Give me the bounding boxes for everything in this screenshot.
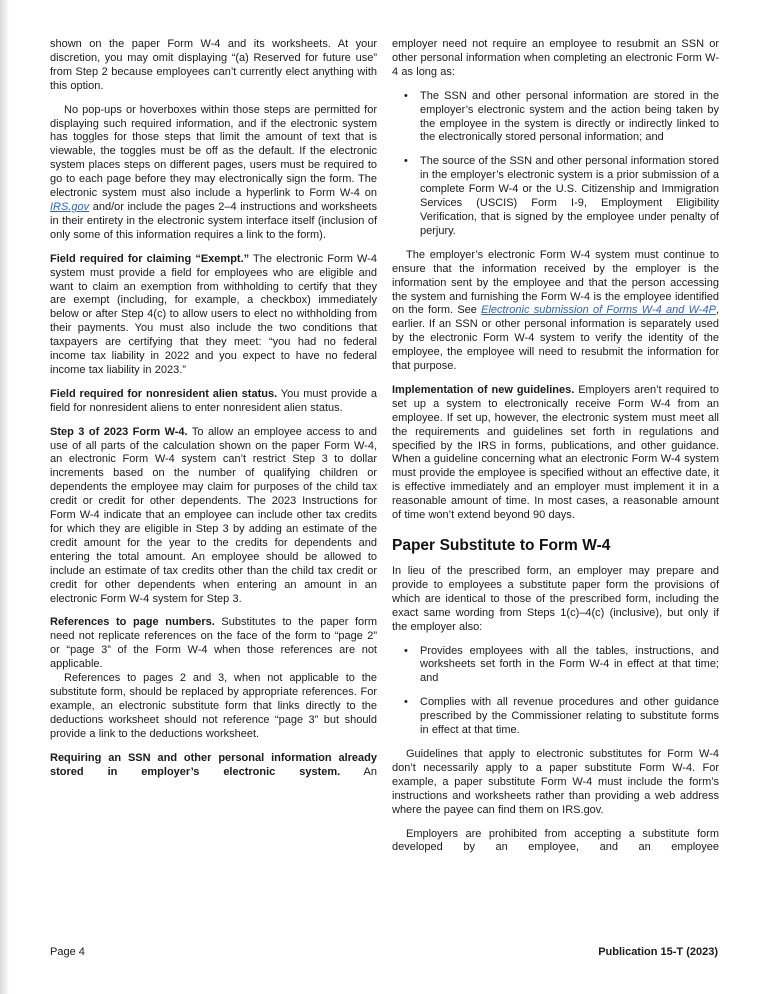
text-span: Guidelines that apply to electronic substitutes for Form W-4 don’t necessarily apply to a paper substitute Form W-4. For example, a paper substitute Form W-4 must include the form’s instructions and worksheets rather than providing a web address where the payee can find them on IRS.gov.	[392, 747, 719, 816]
bullet-complies-procedures	[392, 696, 719, 738]
text-span: shown on the paper Form W-4 and its worksheets. At your discretion, you may omit displaying “(a) Reserved for future use” from Step 2 because employees can’t currently elect anything with this option.	[50, 38, 377, 92]
electronic-submission-link[interactable]: Electronic submission of Forms W-4 and W-4P	[481, 304, 716, 317]
bullet-text	[420, 696, 719, 738]
paragraph-guidelines-electronic-substitutes	[392, 748, 719, 818]
bullet-text	[420, 645, 719, 687]
bullet-provides-tables	[392, 645, 719, 687]
page-footer	[50, 946, 718, 958]
irs-gov-link[interactable]: IRS.gov	[50, 200, 90, 213]
bullet-ssn-source	[392, 155, 719, 238]
text-span: To allow an employee access to and use of all parts of the calculation shown on the paper Form W-4, an electronic Form W-4 system can’t restrict Step 3 to dollar increments based on the number of qualifying children or dependents the employee may claim for purposes of the child tax credit or credit for other dependents. The 2023 Instructions for Form W-4 indicate that an employee can include other tax credits for which they are eligible in Step 3 by adding an estimate of the credit amount for the year to the credits for dependents and entering the total amount. An employee should be allowed to include an estimate of tax credits other than the child tax credit or credit for other dependents when entering an amount in an electronic Form W-4 system for Step 3.	[50, 425, 377, 605]
publication-title: Publication 15-T (2023)	[598, 946, 718, 958]
text-span: The source of the SSN and other personal information stored in the employer’s electronic system is a prior submission of a complete Form W-4 or the U.S. Citizenship and Immigration Services (USCIS) Form I-9, Employment Eligibility Verification, that is signed by the employee under penalty of perjury.	[420, 155, 719, 237]
run-in-heading: References to page numbers.	[50, 616, 215, 629]
paragraph-field-nonresident	[50, 388, 377, 416]
text-span: Employers aren’t required to set up a system to electronically receive Form W-4 from an employee. If set up, however, the electronic system must meet all the requirements and guidelines set forth in regulations and specified by the IRS in forms, publications, and other guidance. When a guideline concerning what an electronic Form W-4 system must provide the employee is specified without an effective date, it is effective immediately and an employer must implement it in a reasonable amount of time. In most cases, a reasonable amount of time won’t extend beyond 90 days.	[392, 383, 719, 522]
run-in-heading: Implementation of new guidelines.	[392, 383, 575, 396]
two-column-layout	[50, 38, 719, 865]
paragraph-employer-need-not	[392, 38, 719, 80]
text-span: In lieu of the prescribed form, an employer may prepare and provide to employees a substitute paper form the provisions of which are identical to those of the prescribed form, including the exact same wording from Steps 1(c)–4(c) (inclusive), but only if the employer also:	[392, 565, 719, 633]
run-in-heading: Field required for nonresident alien status.	[50, 387, 278, 400]
text-span: Complies with all revenue procedures and other guidance prescribed by the Commissioner relating to substitute forms in effect at that time.	[420, 696, 719, 737]
text-span: You must provide a field for nonresident aliens to enter nonresident alien status.	[50, 387, 377, 414]
bullet-icon: •	[404, 155, 408, 168]
paragraph-references-pages-2-3	[50, 672, 377, 742]
text-span: Provides employees with all the tables, instructions, and worksheets set forth in the Form W-4 in effect at that time; and	[420, 644, 719, 685]
paragraph-in-lieu	[392, 565, 719, 635]
paragraph-step3	[50, 426, 377, 607]
text-span: Substitutes to the paper form need not replicate references on the face of the form to “page 2” or “page 3” of the Form W-4 when those references are not applicable.	[50, 616, 377, 671]
text-span: The employer’s electronic Form W-4 system must continue to ensure that the information received by the employer is the information sent by the employee and that the person accessing the system and furnishing the Form W-4 is the employee identified on the form. See	[392, 248, 719, 317]
bullet-text	[420, 90, 719, 146]
left-column	[50, 38, 377, 865]
paragraph-requiring-ssn	[50, 752, 377, 780]
text-span: and/or include the pages 2–4 instructions and worksheets in their entirety in the electronic system interface itself (inclusion of only some of this information requires a link to the form).	[50, 200, 377, 241]
paragraph-no-popups	[50, 104, 377, 243]
paragraph-references-page-numbers	[50, 616, 377, 672]
run-in-heading: Requiring an SSN and other personal information already stored in employer’s electronic system.	[50, 751, 377, 778]
bullet-icon: •	[404, 696, 408, 709]
text-span: The electronic Form W-4 system must provide a field for employees who are eligible and want to claim an exemption from withholding to certify that they are exempt (including, for example, a checkbox) immediately below or after Step 4(c) to allow users to elect no withholding from their payments. You must also include the two conditions that taxpayers are certifying that they meet: “you had no federal income tax liability in 2022 and you expect to have no federal income tax liability in 2023.”	[50, 252, 377, 376]
paragraph-employer-system-continue	[392, 249, 719, 374]
text-span: The SSN and other personal information are stored in the employer’s electronic system and the action being taken by the employee in the system is directly or indirectly linked to the electronically stored personal information; and	[420, 89, 719, 144]
page-number: Page 4	[50, 946, 85, 958]
bullet-ssn-stored	[392, 90, 719, 146]
text-span: References to pages 2 and 3, when not applicable to the substitute form, should be replaced by appropriate references. For example, an electronic substitute form that links directly to the deductions worksheet should not reference “page 3” but should provide a link to the deductions worksheet.	[50, 672, 377, 740]
page-edge-shadow	[0, 0, 9, 994]
run-in-heading: Field required for claiming “Exempt.”	[50, 252, 250, 265]
text-span: An	[340, 765, 377, 778]
right-column	[392, 38, 719, 865]
bullet-text	[420, 155, 719, 238]
paragraph-continuation	[50, 38, 377, 94]
text-span: No pop-ups or hoverboxes within those steps are permitted for displaying such required information, and if the electronic system has toggles for those steps that limit the amount of text that is viewable, the toggles must be off as the default. If the electronic system places steps on different pages, users must be required to go to each page before they may electronically sign the form. The electronic system must also include a hyperlink to Form W-4 on	[50, 103, 377, 200]
section-heading-paper-substitute: Paper Substitute to Form W-4	[392, 537, 611, 554]
paragraph-implementation-guidelines	[392, 384, 719, 523]
bullet-icon: •	[404, 644, 408, 657]
paragraph-employers-prohibited	[392, 828, 719, 856]
run-in-heading: Step 3 of 2023 Form W-4.	[50, 425, 188, 438]
text-span: , earlier. If an SSN or other personal information is separately used by the electronic Form W-4 system to verify the identity of the employee, the employee will need to resubmit the information for that purpose.	[392, 304, 719, 373]
bullet-icon: •	[404, 89, 408, 102]
paragraph-field-exempt	[50, 253, 377, 378]
text-span: employer need not require an employee to resubmit an SSN or other personal information when completing an electronic Form W-4 as long as:	[392, 38, 719, 78]
text-span: Employers are prohibited from accepting a substitute form developed by an employee, and an employee	[392, 827, 719, 854]
